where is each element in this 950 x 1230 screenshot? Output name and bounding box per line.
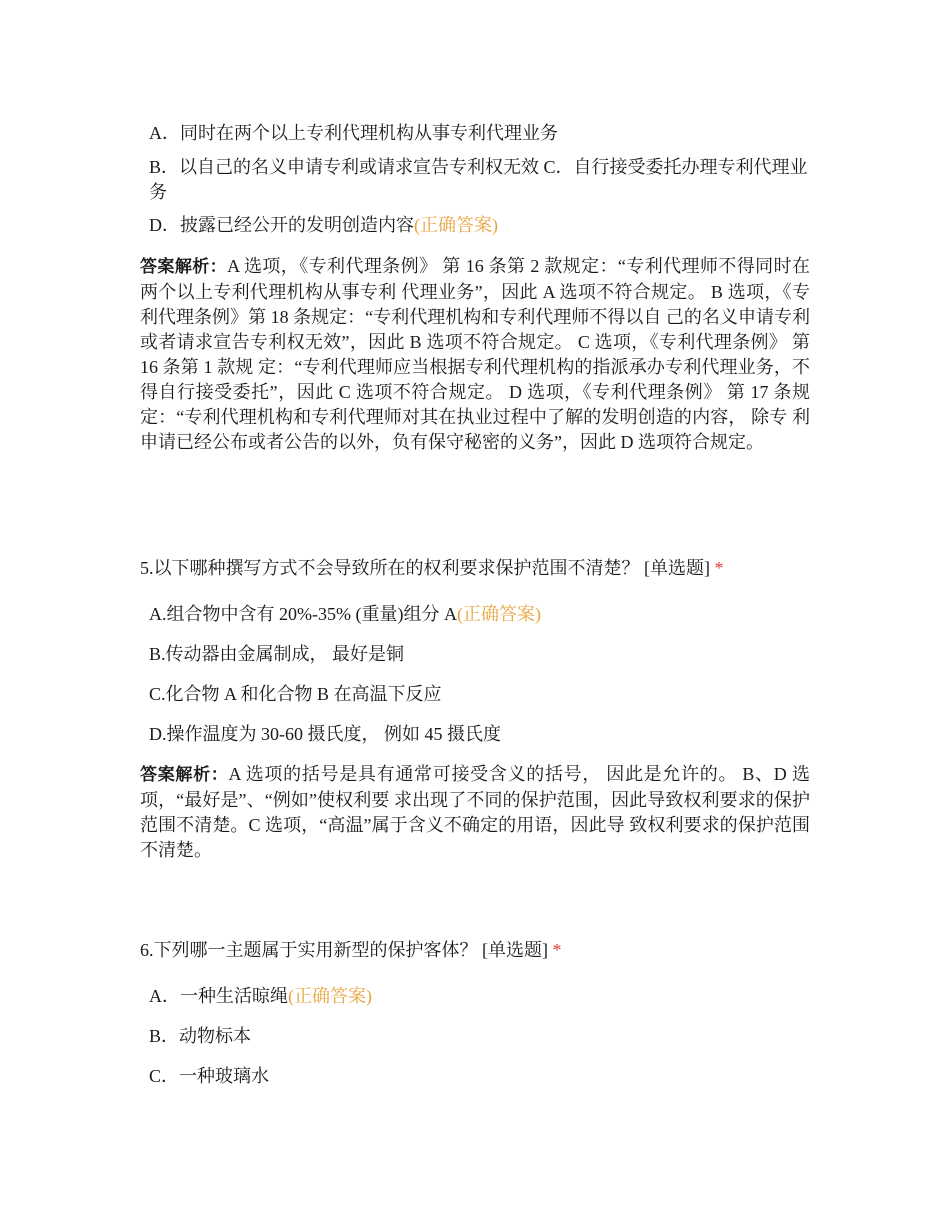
analysis-text: A 选项的括号是具有通常可接受含义的括号， 因此是允许的。 B、D 选项，“最好是”、“例如”使权利要 求出现了不同的保护范围，因此导致权利要求的保护范围不清楚。C 选项，“高温”属于含义不确定的用语，因此导 致权利要求的保护范围不清楚。 xyxy=(140,764,810,860)
question-text: 5.以下哪种撰写方式不会导致所在的权利要求保护范围不清楚？ [单选题] xyxy=(140,558,710,578)
required-mark: * xyxy=(552,940,562,960)
analysis-label: 答案解析： xyxy=(140,765,229,785)
q4-option-a xyxy=(149,121,809,146)
q5-option-b xyxy=(149,642,809,667)
q6-question xyxy=(140,938,810,963)
option-text: B．动物标本 xyxy=(149,1026,252,1046)
q4-option-d xyxy=(149,213,809,238)
q6-option-c xyxy=(149,1064,809,1089)
option-text: C.化合物 A 和化合物 B 在高温下反应 xyxy=(149,684,442,704)
q4-answer-analysis xyxy=(140,254,810,455)
q6-option-b xyxy=(149,1024,809,1049)
analysis-text: A 选项，《专利代理条例》 第 16 条第 2 款规定：“专利代理师不得同时在两个以上专利代理机构从事专利 代理业务”，因此 A 选项不符合规定。 B 选项，《专利代理条例》第 18 条规定：“专利代理机构和专利代理师不得以自 己的名义申请专利或者请求宣告专利权无效”，因此 B 选项不符合规定。 C 选项，《专利代理条例》 第 16 条第 1 款规 定：“专利代理师应当根据专利代理机构的指派承办专利代理业务，不得自行接受委托”，因此 C 选项不符合规定。 D 选项，《专利代理条例》 第 17 条规定：“专利代理机构和专利代理师对其在执业过程中了解的发明创造的内容， 除专 利申请已经公布或者公告的以外，负有保守秘密的义务”，因此 D 选项符合规定。 xyxy=(140,256,811,452)
option-text: B．以自己的名义申请专利或请求宣告专利权无效 C．自行接受委托办理专利代理业务 xyxy=(149,157,808,202)
option-text: A．同时在两个以上专利代理机构从事专利代理业务 xyxy=(149,123,558,143)
q5-question xyxy=(140,556,810,581)
correct-answer-tag: (正确答案) xyxy=(414,215,498,235)
q5-option-d xyxy=(149,722,809,747)
option-text: C．一种玻璃水 xyxy=(149,1066,270,1086)
option-text: B.传动器由金属制成， 最好是铜 xyxy=(149,644,405,664)
q6-option-a xyxy=(149,984,809,1009)
q5-answer-analysis xyxy=(140,762,810,863)
option-text: A．一种生活晾绳 xyxy=(149,986,288,1006)
q5-option-c xyxy=(149,682,809,707)
correct-answer-tag: (正确答案) xyxy=(288,986,372,1006)
required-mark: * xyxy=(714,558,724,578)
analysis-label: 答案解析： xyxy=(140,257,228,277)
option-text: D．披露已经公开的发明创造内容 xyxy=(149,215,414,235)
option-text: A.组合物中含有 20%-35% (重量)组分 A xyxy=(149,604,457,624)
correct-answer-tag: (正确答案) xyxy=(456,604,541,624)
question-text: 6.下列哪一主题属于实用新型的保护客体？ [单选题] xyxy=(140,940,548,960)
q5-option-a xyxy=(149,602,809,627)
option-text: D.操作温度为 30-60 摄氏度， 例如 45 摄氏度 xyxy=(149,724,501,744)
q4-option-b xyxy=(149,155,809,205)
